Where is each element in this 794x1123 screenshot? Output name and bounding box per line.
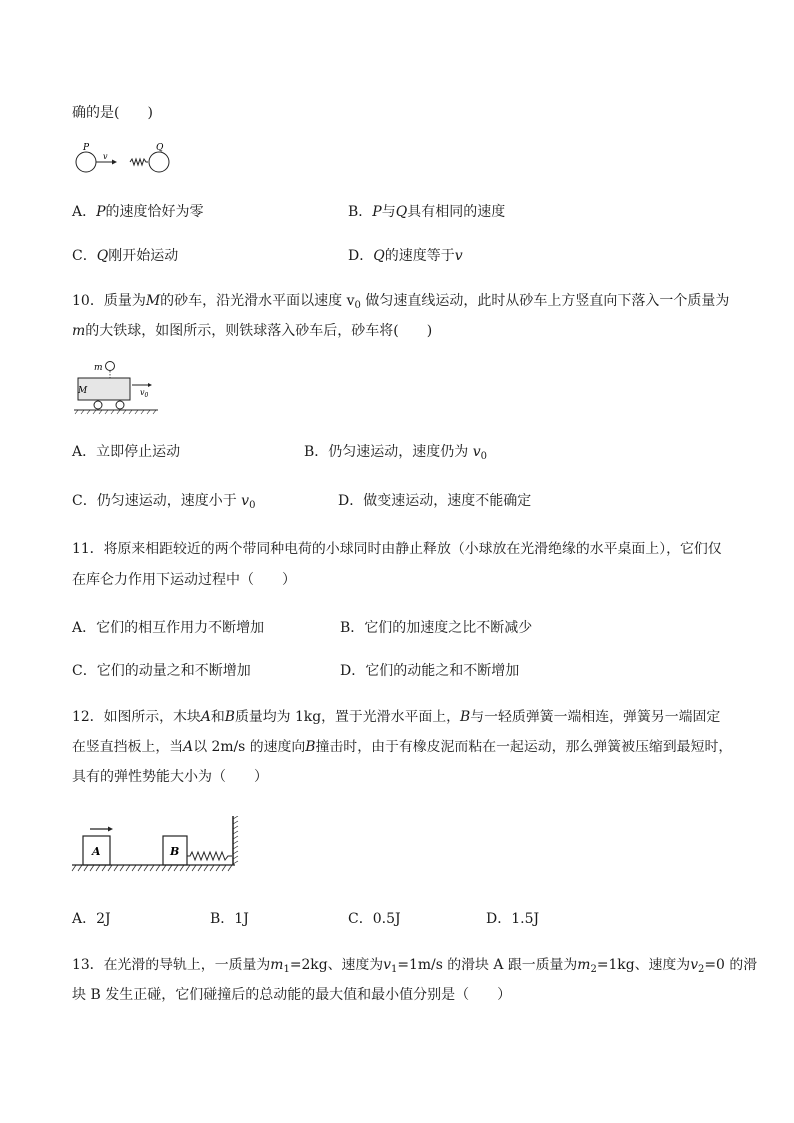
q11-option-a[interactable]: A．它们的相互作用力不断增加 bbox=[72, 620, 265, 636]
symbol: Q bbox=[373, 248, 385, 264]
q10-option-c[interactable] bbox=[72, 491, 255, 511]
symbol: v bbox=[472, 444, 481, 460]
text: =1m/s 的滑块 A 跟一质量为 bbox=[397, 957, 578, 973]
arrow-head-icon bbox=[112, 160, 117, 165]
label-q: Q bbox=[156, 143, 164, 153]
label-v0: $v_0$ bbox=[140, 388, 149, 399]
q10-option-b[interactable] bbox=[304, 442, 487, 462]
symbol: v bbox=[383, 957, 392, 973]
q12-option-b[interactable]: B．1J bbox=[210, 911, 249, 927]
q12-figure bbox=[70, 816, 242, 874]
q10-stem-line2 bbox=[72, 321, 432, 341]
q9-option-b[interactable] bbox=[348, 202, 505, 222]
q13-stem-line2: 块 B 发生正碰，它们碰撞后的总动能的最大值和最小值分别是（ ） bbox=[72, 987, 512, 1003]
ball-p bbox=[76, 152, 96, 172]
label-p: P bbox=[83, 143, 90, 153]
text: =2kg、速度为 bbox=[289, 957, 384, 973]
q12-option-c[interactable]: C．0.5J bbox=[348, 911, 401, 927]
option-text: 的速度恰好为零 bbox=[105, 204, 204, 220]
option-text: 刚开始运动 bbox=[108, 248, 179, 264]
q11-stem-line2: 在库仑力作用下运动过程中（ ） bbox=[72, 572, 296, 588]
option-letter: C． bbox=[72, 248, 97, 264]
symbol: v bbox=[454, 248, 463, 264]
q13-stem-line1 bbox=[72, 955, 757, 975]
iron-ball bbox=[106, 362, 115, 371]
symbol: P bbox=[96, 204, 106, 220]
q9-option-c[interactable] bbox=[72, 246, 178, 266]
subscript: 1 bbox=[391, 964, 398, 975]
ball-q bbox=[149, 152, 169, 172]
symbol: M bbox=[145, 293, 161, 309]
q10-option-a[interactable]: A．立即停止运动 bbox=[72, 444, 181, 460]
q12-option-a[interactable]: A．2J bbox=[72, 911, 111, 927]
wheel-right bbox=[116, 401, 124, 409]
q9-option-d[interactable] bbox=[348, 246, 463, 266]
q11-option-c[interactable]: C．它们的动量之和不断增加 bbox=[72, 663, 251, 679]
subscript: 2 bbox=[698, 964, 705, 975]
q11-option-b[interactable]: B．它们的加速度之比不断减少 bbox=[340, 620, 533, 636]
q9-option-a[interactable] bbox=[72, 202, 204, 222]
symbol: m bbox=[270, 957, 284, 973]
text: 的砂车，沿光滑水平面以速度 v bbox=[160, 293, 355, 309]
arrow-head-icon bbox=[108, 827, 113, 832]
q12-option-d[interactable]: D．1.5J bbox=[486, 911, 540, 927]
q10-stem-line1 bbox=[72, 291, 729, 311]
symbol: A bbox=[183, 739, 194, 755]
label-b: B bbox=[170, 845, 180, 858]
q10-figure bbox=[72, 358, 162, 418]
label-v: v bbox=[103, 152, 108, 161]
subscript: 2 bbox=[590, 964, 597, 975]
option-text: 与 bbox=[381, 204, 396, 220]
symbol: v bbox=[690, 957, 699, 973]
q11-option-d[interactable]: D．它们的动能之和不断增加 bbox=[340, 663, 520, 679]
q9-figure bbox=[72, 142, 182, 178]
option-letter: D． bbox=[348, 248, 374, 264]
option-text: C．仍匀速运动，速度小于 bbox=[72, 493, 237, 509]
subscript: 0 bbox=[354, 300, 361, 311]
q10-option-d[interactable]: D．做变速运动，速度不能确定 bbox=[338, 493, 532, 509]
symbol: B bbox=[305, 739, 316, 755]
subscript: 1 bbox=[283, 964, 290, 975]
label-a: A bbox=[92, 845, 101, 858]
label-M: M bbox=[78, 386, 88, 396]
symbol: v bbox=[241, 493, 250, 509]
spring bbox=[130, 159, 148, 165]
subscript: 0 bbox=[249, 500, 256, 511]
symbol: Q bbox=[395, 204, 408, 220]
subscript: 0 bbox=[480, 451, 488, 462]
q12-stem-line1 bbox=[72, 707, 720, 727]
text: 质量均为 1kg，置于光滑水平面上， bbox=[234, 709, 461, 725]
text: 13．在光滑的导轨上，一质量为 bbox=[72, 957, 271, 973]
symbol: Q bbox=[96, 248, 109, 264]
text: 和 bbox=[210, 709, 225, 725]
text: 12．如图所示，木块 bbox=[72, 709, 201, 725]
option-letter: B． bbox=[348, 204, 373, 220]
ground-hatch bbox=[75, 410, 156, 414]
text: 10．质量为 bbox=[72, 293, 146, 309]
q11-stem-line1: 11．将原来相距较近的两个带同种电荷的小球同时由静止释放（小球放在光滑绝缘的水平桌面上），它们仅 bbox=[72, 541, 722, 557]
q9-stem-end: 确的是( ) bbox=[72, 105, 153, 121]
text: 与一轻质弹簧一端相连，弹簧另一端固定 bbox=[470, 709, 721, 725]
symbol: m bbox=[577, 957, 591, 973]
text: 撞击时，由于有橡皮泥而粘在一起运动，那么弹簧被压缩到最短时， bbox=[315, 739, 733, 755]
option-text: 具有相同的速度 bbox=[407, 204, 506, 220]
text: 在竖直挡板上，当 bbox=[72, 739, 184, 755]
text: =1kg、速度为 bbox=[596, 957, 691, 973]
symbol: P bbox=[372, 204, 382, 220]
floor-hatch bbox=[72, 865, 232, 871]
q12-stem-line2 bbox=[72, 737, 732, 757]
symbol: m bbox=[72, 323, 86, 339]
text: 做匀速直线运动，此时从砂车上方竖直向下落入一个质量为 bbox=[360, 293, 730, 309]
symbol: A bbox=[200, 709, 211, 725]
option-letter: A． bbox=[72, 204, 97, 220]
symbol: B bbox=[460, 709, 471, 725]
arrow-head-icon bbox=[148, 383, 152, 387]
symbol: B bbox=[224, 709, 235, 725]
text: =0 的滑 bbox=[704, 957, 758, 973]
option-text: 的速度等于 bbox=[384, 248, 455, 264]
spring bbox=[187, 852, 232, 860]
q12-stem-line3: 具有的弹性势能大小为（ ） bbox=[72, 769, 268, 785]
text: 的大铁球，如图所示，则铁球落入砂车后，砂车将( ) bbox=[85, 323, 433, 339]
option-text: B．仍匀速运动，速度仍为 bbox=[304, 444, 469, 460]
label-m: m bbox=[94, 363, 103, 373]
wheel-left bbox=[94, 401, 102, 409]
text: 以 2m/s 的速度向 bbox=[193, 739, 306, 755]
